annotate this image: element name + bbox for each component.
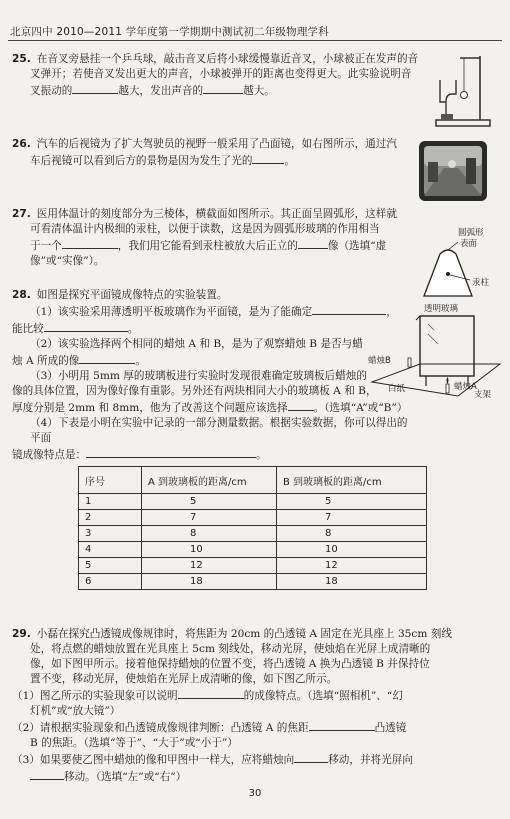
answer-blank[interactable] <box>44 320 128 332</box>
tuning-fork-figure <box>432 50 494 130</box>
figure-label: 白纸 <box>388 384 406 394</box>
question-text: 叉弹开；若使音叉发出更大的声音，小球被弹开的距离也变得更大。此实验说明音 <box>30 68 412 80</box>
table-cell: 8 <box>277 526 427 542</box>
question-text: 的成像特点。（选填“照相机”、“幻 <box>243 690 403 702</box>
table-cell: 10 <box>277 542 427 558</box>
answer-blank[interactable] <box>288 399 314 411</box>
table-row <box>79 574 427 590</box>
header-rule <box>8 40 502 41</box>
question-text: （2）该实验选择两个相同的蜡烛 A 和 B，是为了观察蜡烛 B 是否与蜡 <box>30 338 363 350</box>
thermometer-prism-drawing <box>404 224 504 304</box>
question-text: 小磊在探究凸透镜成像规律时，将焦距为 20cm 的凸透镜 A 固定在光具座上 35cm 刻线 <box>36 628 452 640</box>
question-text: （1）该实验采用薄透明平板玻璃作为平面镜，是为了能确定 <box>30 306 313 318</box>
figure-label: 蜡烛A <box>454 382 477 392</box>
table-cell: 5 <box>79 558 142 574</box>
table-cell: 3 <box>79 526 142 542</box>
question-text: （1）图乙所示的实验现象可以说明 <box>12 690 178 702</box>
table-header: 序号 <box>79 467 142 494</box>
answer-blank[interactable] <box>79 352 135 364</box>
question-text: （3）小明用 5mm 厚的玻璃板进行实验时发现很难确定玻璃板后蜡烛的 <box>30 370 367 382</box>
question-text: 凸透镜 <box>374 722 407 734</box>
table-row <box>79 542 427 558</box>
figure-label: 表面 <box>460 239 478 249</box>
table-cell: 12 <box>142 558 277 574</box>
plane-mirror-apparatus-figure <box>368 300 506 400</box>
question-text: 灯机”或“放大镜”） <box>30 705 121 717</box>
question-text: 移动，并将光屏向 <box>328 754 413 766</box>
question-text: 。 <box>284 155 296 167</box>
question-text: ，我们用它能看到汞柱被放大后正立的 <box>117 240 298 252</box>
table-row <box>79 558 427 574</box>
question-text: B 的焦距。（选填“等于”、“大于”或“小于”） <box>30 737 238 749</box>
question-text: 置不变，移动光屏，使烛焰在光屏上成清晰的像，如下图乙所示。 <box>30 673 338 685</box>
table-cell: 8 <box>142 526 277 542</box>
page-header: 北京四中 2010—2011 学年度第一学期期中测试初二年级物理学科 <box>10 26 329 38</box>
table-row <box>79 494 427 510</box>
table-cell: 7 <box>142 510 277 526</box>
question-number: 26. <box>12 138 31 150</box>
rearview-mirror-photo <box>418 140 488 202</box>
question-text: 车后视镜可以看到后方的景物是因为发生了光的 <box>30 155 253 167</box>
question-25 <box>12 52 422 99</box>
table-cell: 6 <box>79 574 142 590</box>
table-cell: 18 <box>277 574 427 590</box>
answer-blank[interactable] <box>252 152 284 164</box>
question-text: 镜成像特点是： <box>12 449 87 461</box>
answer-blank[interactable] <box>72 82 118 94</box>
question-text: 像，如下图甲所示。接着他保持蜡烛的位置不变，将凸透镜 A 换为凸透镜 B 并保持位 <box>30 658 430 670</box>
figure-label: 支架 <box>474 390 492 400</box>
question-number: 27. <box>12 208 31 220</box>
question-text: 。 <box>127 323 139 335</box>
question-text: 能比较 <box>12 323 44 335</box>
measurement-table <box>78 466 427 590</box>
table-cell: 5 <box>142 494 277 510</box>
question-text: 处，将点燃的蜡烛放置在光具座上 5cm 刻线处，移动光屏，使烛焰在光屏上成清晰的 <box>30 643 431 655</box>
table-header: B 到玻璃板的距离/cm <box>277 467 427 494</box>
question-27 <box>12 207 422 269</box>
question-number: 28. <box>12 289 31 301</box>
table-cell: 4 <box>79 542 142 558</box>
question-text: 像”或“实像”）。 <box>30 255 105 267</box>
question-text: 。 <box>135 355 146 367</box>
question-text: 厚度分别是 2mm 和 8mm，他为了改善这个问题应该选择 <box>12 402 288 414</box>
answer-blank[interactable] <box>203 82 243 94</box>
table-header-row <box>79 467 427 494</box>
answer-blank[interactable] <box>298 237 328 249</box>
answer-blank[interactable] <box>86 446 256 458</box>
question-text: 烛 A 所成的像 <box>12 355 80 367</box>
question-text: ， <box>386 306 397 318</box>
answer-blank[interactable] <box>30 768 64 780</box>
question-text: 。 <box>256 449 267 461</box>
question-text: 像的具体位置，因为像好像有重影。另外还有两块相同大小的玻璃板 A 和 B， <box>12 385 377 397</box>
question-text: 汽车的后视镜为了扩大驾驶员的视野一般采用了凸面镜，如右图所示，通过汽 <box>36 138 397 150</box>
question-text: 于一个 <box>30 240 62 252</box>
answer-blank[interactable] <box>178 687 244 699</box>
table-cell: 10 <box>142 542 277 558</box>
page-number: 30 <box>248 788 262 799</box>
question-text: 。（选填“A”或“B”） <box>313 402 408 414</box>
answer-blank[interactable] <box>294 751 328 763</box>
question-text: 医用体温计的刻度部分为三棱体，横截面如图所示。其正面呈圆弧形，这样就 <box>36 208 397 220</box>
table-cell: 5 <box>277 494 427 510</box>
table-cell: 12 <box>277 558 427 574</box>
table-row <box>79 510 427 526</box>
question-text: （3）如果要使乙图中蜡烛的像和甲图中一样大，应将蜡烛向 <box>12 754 295 766</box>
question-text: 越大，发出声音的 <box>118 85 204 97</box>
table-cell: 7 <box>277 510 427 526</box>
question-28 <box>12 288 412 463</box>
answer-blank[interactable] <box>309 719 375 731</box>
question-text: 移动。（选填“左”或“右”） <box>64 771 187 783</box>
table-header: A 到玻璃板的距离/cm <box>142 467 277 494</box>
question-text: 越大。 <box>243 85 275 97</box>
question-number: 25. <box>12 53 31 65</box>
question-text: 叉振动的 <box>30 85 73 97</box>
table-cell: 2 <box>79 510 142 526</box>
figure-label: 蜡烛B <box>368 356 391 366</box>
table-row <box>79 526 427 542</box>
figure-label: 汞柱 <box>472 278 490 288</box>
question-text: （4）下表是小明在实验中记录的一部分测量数据。根据实验数据，你可以得出的平面 <box>30 417 408 444</box>
figure-label: 透明玻璃 <box>424 304 459 314</box>
table-cell: 18 <box>142 574 277 590</box>
question-text: 像（选填“虚 <box>327 240 387 252</box>
question-number: 29. <box>12 628 31 640</box>
answer-blank[interactable] <box>62 237 118 249</box>
question-text: 可看清体温计内极细的汞柱，以便于读数，这是因为圆弧形玻璃的作用相当 <box>30 223 380 235</box>
question-29 <box>12 627 492 785</box>
table-cell: 1 <box>79 494 142 510</box>
figure-label: 圆弧形 <box>458 228 484 238</box>
question-26 <box>12 137 417 169</box>
thermometer-cross-section-figure <box>404 224 504 304</box>
question-text: 如图是探究平面镜成像特点的实验装置。 <box>36 289 228 301</box>
question-text: （2）请根据实验现象和凸透镜成像规律判断：凸透镜 A 的焦距 <box>12 722 309 734</box>
question-text: 在音叉旁悬挂一个乒乓球，敲击音叉后将小球缓慢靠近音叉，小球被正在发声的音 <box>36 53 419 65</box>
